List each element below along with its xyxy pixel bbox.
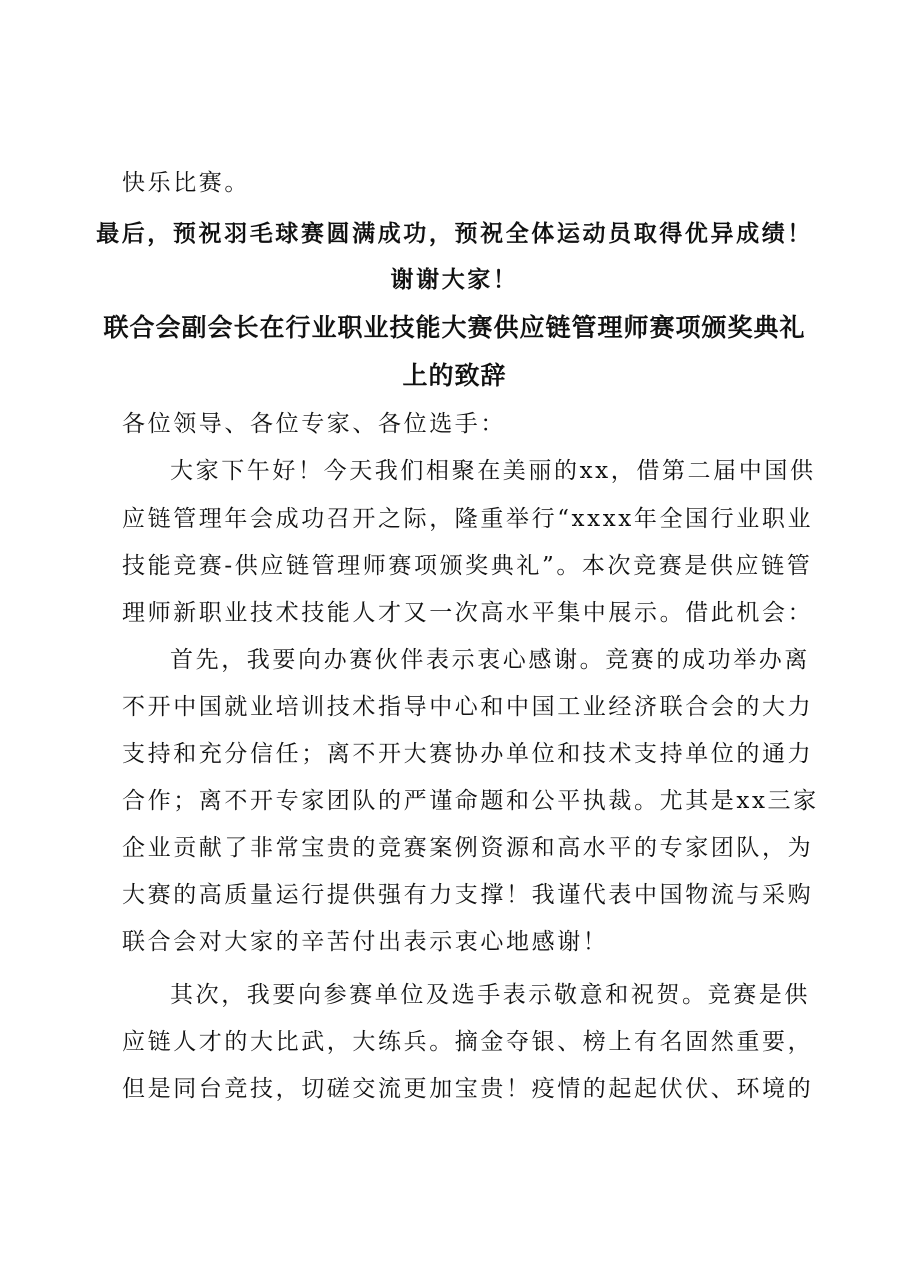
previous-text-tail: 快乐比赛。 bbox=[122, 170, 250, 196]
salutation: 各位领导、各位专家、各位选手： bbox=[122, 411, 506, 437]
paragraph-line: 不开中国就业培训技术指导中心和中国工业经济联合会的大力 bbox=[122, 694, 814, 720]
paragraph-line: 首先，我要向办赛伙伴表示衷心感谢。竞赛的成功举办离 bbox=[170, 647, 810, 673]
paragraph-line: 技能竞赛-供应链管理师赛项颁奖典礼”。本次竞赛是供应链管 bbox=[122, 553, 813, 579]
paragraph-line: 应链管理年会成功召开之际，隆重举行“xxxx年全国行业职业 bbox=[122, 506, 814, 532]
closing-thanks: 谢谢大家！ bbox=[390, 266, 519, 293]
paragraph-line: 其次，我要向参赛单位及选手表示敬意和祝贺。竞赛是供 bbox=[170, 982, 810, 1008]
paragraph-line: 合作；离不开专家团队的严谨命题和公平执裁。尤其是xx三家 bbox=[122, 788, 819, 814]
closing-wish: 最后，预祝羽毛球赛圆满成功，预祝全体运动员取得优异成绩！ bbox=[96, 220, 813, 247]
paragraph-line: 理师新职业技术技能人才又一次高水平集中展示。借此机会： bbox=[122, 600, 814, 626]
speech-title-line-1: 联合会副会长在行业职业技能大赛供应链管理师赛项颁奖典礼 bbox=[103, 313, 806, 342]
speech-title-line-2: 上的致辞 bbox=[402, 361, 507, 390]
paragraph-line: 但是同台竞技，切磋交流更加宝贵！疫情的起起伏伏、环境的 bbox=[122, 1076, 814, 1102]
paragraph-line: 企业贡献了非常宝贵的竞赛案例资源和高水平的专家团队，为 bbox=[122, 835, 814, 861]
paragraph-line: 支持和充分信任；离不开大赛协办单位和技术支持单位的通力 bbox=[122, 741, 814, 767]
paragraph-line: 应链人才的大比武，大练兵。摘金夺银、榜上有名固然重要， bbox=[122, 1029, 814, 1055]
paragraph-line: 大赛的高质量运行提供强有力支撑！我谨代表中国物流与采购 bbox=[122, 882, 814, 908]
paragraph-line: 联合会对大家的辛苦付出表示衷心地感谢！ bbox=[122, 929, 609, 955]
paragraph-line: 大家下午好！今天我们相聚在美丽的xx，借第二届中国供 bbox=[170, 458, 816, 484]
